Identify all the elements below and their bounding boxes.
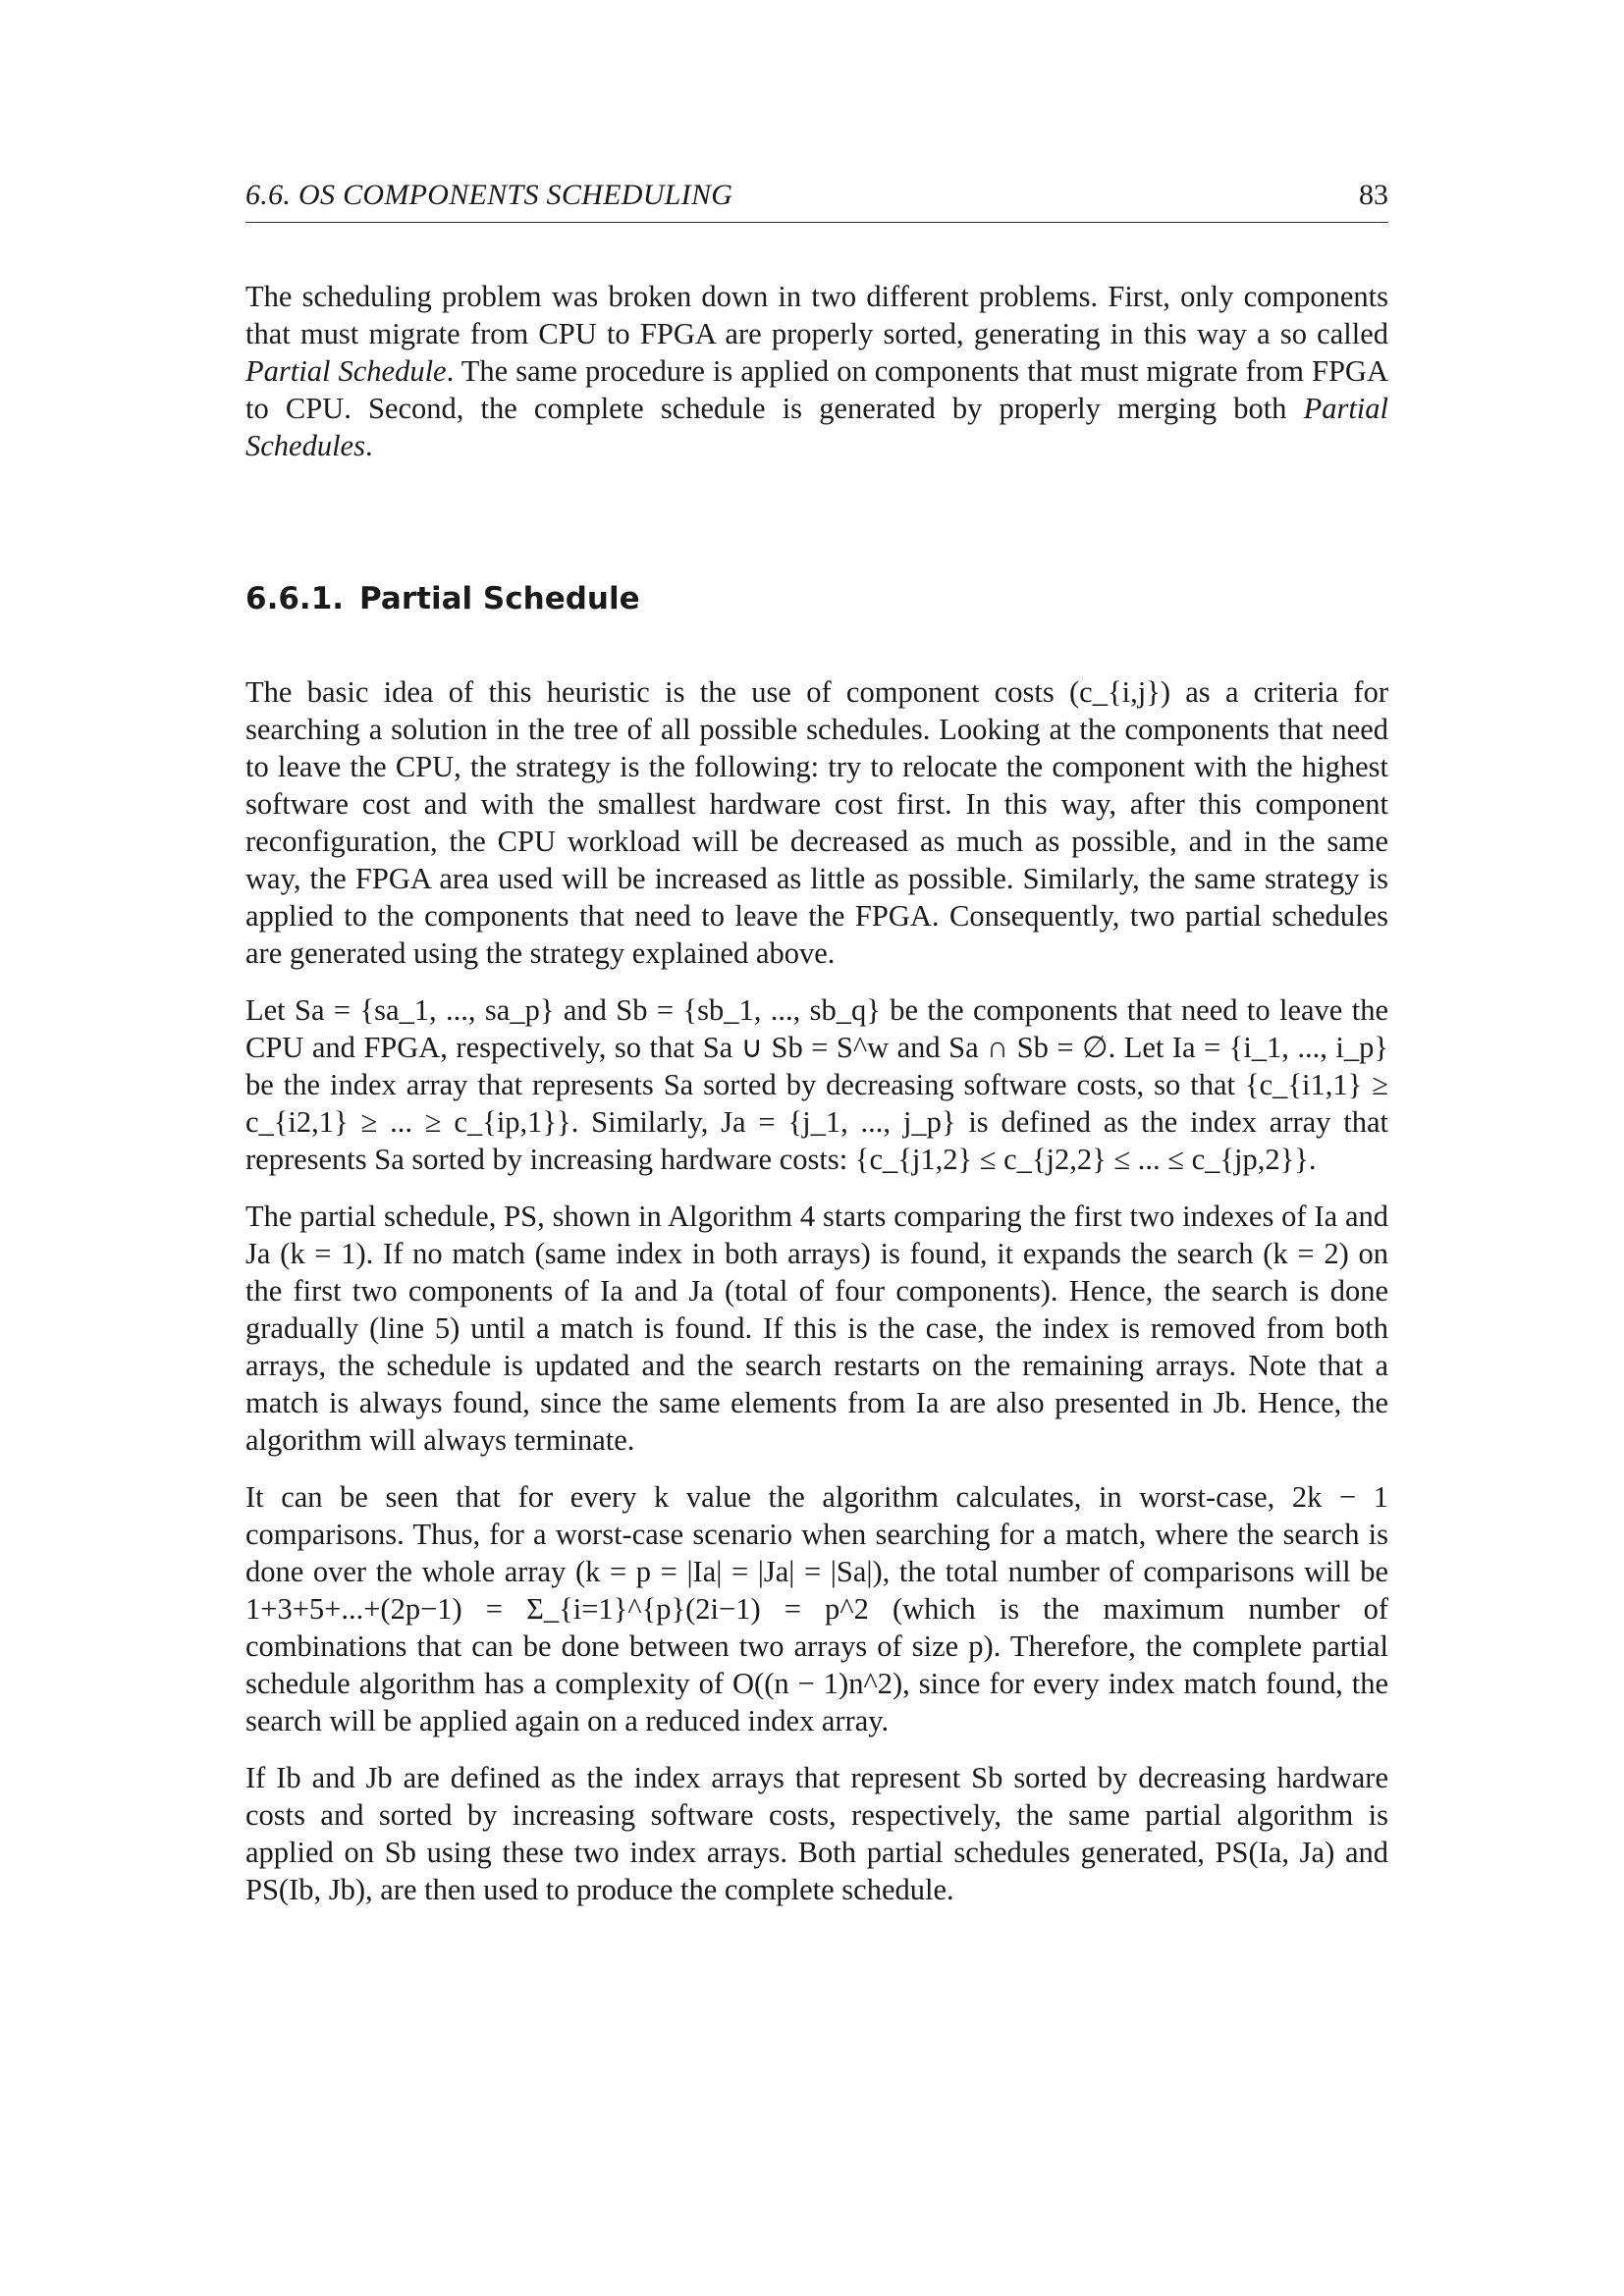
term-partial-schedules: Partial Schedules [245, 392, 1388, 462]
intro-paragraph: The scheduling problem was broken down in two different problems. First, only components that must migrate from CPU to FPGA are properly sorted, generating in this way a so called Partial Schedule. The same procedure is applied on components that must migrate from FPGA to CPU. Second, the complete schedule is generated by properly merging both Partial Schedules. [245, 280, 1388, 462]
header-section-title: 6.6. OS COMPONENTS SCHEDULING [245, 179, 733, 211]
term-partial-schedule: Partial Schedule [245, 354, 447, 388]
paragraph-2: Let Sa = {sa_1, ..., sa_p} and Sb = {sb_1, ..., sb_q} be the components that need to leave the CPU and FPGA, respectively, so that Sa ∪ Sb = S^w and Sa ∩ Sb = ∅. Let Ia = {i_1, ..., i_p} be the index array that represents Sa sorted by decreasing software costs, so that {c_{i1,1} ≥ c_{i2,1} ≥ ... ≥ c_{ip,1}}. Similarly, Ja = {j_1, ..., j_p} is defined as the index array that represents Sa sorted by increasing hardware costs: {c_{j1,2} ≤ c_{j2,2} ≤ ... ≤ c_{jp,2}}. [245, 993, 1388, 1176]
paragraph-4: It can be seen that for every k value the algorithm calculates, in worst-case, 2k − 1 comparisons. Thus, for a worst-case scenario when searching for a match, where the search is done over the whole array (k = p = |Ia| = |Ja| = |Sa|), the total number of comparisons will be 1+3+5+...+(2p−1) = Σ_{i=1}^{p}(2i−1) = p^2 (which is the maximum number of combinations that can be done between two arrays of size p). Therefore, the complete partial schedule algorithm has a complexity of O((n − 1)n^2), since for every index match found, the search will be applied again on a reduced index array. [245, 1480, 1388, 1737]
page-number: 83 [1359, 179, 1388, 211]
section-number: 6.6.1. [245, 581, 345, 616]
section-heading [245, 581, 640, 616]
header-rule [245, 222, 1388, 223]
paragraph-3: The partial schedule, PS, shown in Algorithm 4 starts comparing the first two indexes of Ia and Ja (k = 1). If no match (same index in both arrays) is found, it expands the search (k = 2) on the first two components of Ia and Ja (total of four components). Hence, the search is done gradually (line 5) until a match is found. If this is the case, the index is removed from both arrays, the schedule is updated and the search restarts on the remaining arrays. Note that a match is always found, since the same elements from Ia are also presented in Jb. Hence, the algorithm will always terminate. [245, 1200, 1388, 1457]
paragraph-5: If Ib and Jb are defined as the index arrays that represent Sb sorted by decreasing hardware costs and sorted by increasing software costs, respectively, the same partial algorithm is applied on Sb using these two index arrays. Both partial schedules generated, PS(Ia, Ja) and PS(Ib, Jb), are then used to produce the complete schedule. [245, 1761, 1388, 1906]
section-body [245, 673, 1388, 1908]
section-title: Partial Schedule [359, 581, 640, 616]
running-header [245, 179, 1388, 212]
paragraph-1: The basic idea of this heuristic is the use of component costs (c_{i,j}) as a criteria for searching a solution in the tree of all possible schedules. Looking at the components that need to leave the CPU, the strategy is the following: try to relocate the component with the highest software cost and with the smallest hardware cost first. In this way, after this component reconfiguration, the CPU workload will be decreased as much as possible, and in the same way, the FPGA area used will be increased as little as possible. Similarly, the same strategy is applied to the components that need to leave the FPGA. Consequently, two partial schedules are generated using the strategy explained above. [245, 675, 1388, 970]
